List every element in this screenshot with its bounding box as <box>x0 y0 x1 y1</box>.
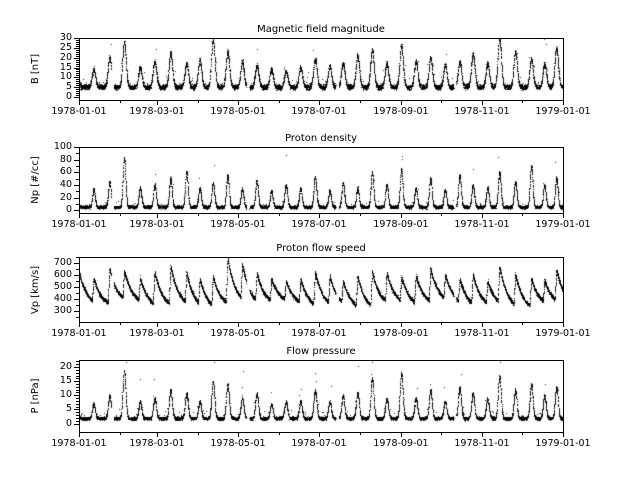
y-tick-label-p: 20 <box>59 361 72 372</box>
y-tick-label-vp: 700 <box>53 257 72 268</box>
x-tick-label: 1978-05-01 <box>210 106 266 117</box>
y-axis-label-vp: Vp [km/s] <box>30 265 41 314</box>
x-tick-label: 1978-03-01 <box>129 106 185 117</box>
y-tick-label-b: 10 <box>59 71 72 82</box>
x-tick-label: 1978-01-01 <box>51 328 107 339</box>
panel-title-proton-flow-speed: Proton flow speed <box>276 243 366 254</box>
x-tick-label: 1978-05-01 <box>210 328 266 339</box>
y-tick-label-p: 0 <box>65 418 72 429</box>
x-tick-label: 1978-03-01 <box>129 438 185 449</box>
y-tick-label-p: 15 <box>59 375 72 386</box>
panel-title-proton-density: Proton density <box>284 133 358 144</box>
x-tick-label: 1978-01-01 <box>51 219 107 230</box>
y-tick-label-np: 20 <box>59 192 72 203</box>
y-tick-label-vp: 400 <box>53 293 72 304</box>
x-tick-label: 1978-07-01 <box>291 328 347 339</box>
y-tick-label-vp: 500 <box>53 281 72 292</box>
y-tick-label-b: 20 <box>59 52 72 63</box>
y-tick-label-np: 80 <box>59 154 72 165</box>
x-tick-label: 1978-09-01 <box>373 328 429 339</box>
y-tick-label-np: 40 <box>59 179 72 190</box>
x-tick-label: 1978-01-01 <box>51 106 107 117</box>
y-tick-label-b: 30 <box>59 32 72 43</box>
x-tick-label: 1978-11-01 <box>454 438 510 449</box>
x-tick-label: 1979-01-01 <box>535 438 591 449</box>
flow-pressure-plot-canvas <box>79 360 563 432</box>
y-tick-label-p: 10 <box>59 389 72 400</box>
y-tick-label-vp: 600 <box>53 269 72 280</box>
x-tick-label: 1978-07-01 <box>291 438 347 449</box>
y-tick-label-np: 60 <box>59 166 72 177</box>
x-tick-label: 1978-01-01 <box>51 438 107 449</box>
x-tick-label: 1978-07-01 <box>291 106 347 117</box>
x-tick-label: 1978-09-01 <box>373 438 429 449</box>
proton-density-plot-canvas <box>79 147 563 213</box>
proton-flow-speed-plot-canvas <box>79 257 563 322</box>
x-tick-label: 1978-07-01 <box>291 219 347 230</box>
x-tick-label: 1979-01-01 <box>535 328 591 339</box>
x-tick-label: 1978-05-01 <box>210 219 266 230</box>
x-tick-label: 1978-03-01 <box>129 328 185 339</box>
x-tick-label: 1978-03-01 <box>129 219 185 230</box>
x-tick-label: 1979-01-01 <box>535 106 591 117</box>
y-tick-label-np: 0 <box>65 204 72 215</box>
y-tick-label-b: 15 <box>59 62 72 73</box>
x-tick-label: 1978-11-01 <box>454 219 510 230</box>
x-tick-label: 1978-05-01 <box>210 438 266 449</box>
x-tick-label: 1978-11-01 <box>454 106 510 117</box>
y-tick-label-b: 25 <box>59 42 72 53</box>
x-tick-label: 1978-09-01 <box>373 219 429 230</box>
y-tick-label-b: 0 <box>65 91 72 102</box>
magnetic-field-plot-canvas <box>79 38 563 100</box>
x-tick-label: 1978-11-01 <box>454 328 510 339</box>
y-axis-label-np: Np [#/cc] <box>30 156 41 204</box>
x-tick-label: 1978-09-01 <box>373 106 429 117</box>
panel-title-flow-pressure: Flow pressure <box>286 346 356 357</box>
y-tick-label-b: 5 <box>65 81 72 92</box>
y-tick-label-np: 100 <box>53 141 72 152</box>
y-tick-label-p: 5 <box>65 403 72 414</box>
y-axis-label-b: B [nT] <box>30 53 41 85</box>
x-tick-label: 1979-01-01 <box>535 219 591 230</box>
y-tick-label-vp: 300 <box>53 305 72 316</box>
y-axis-label-p: P [nPa] <box>30 378 41 414</box>
panel-title-magnetic-field: Magnetic field magnitude <box>257 24 385 35</box>
